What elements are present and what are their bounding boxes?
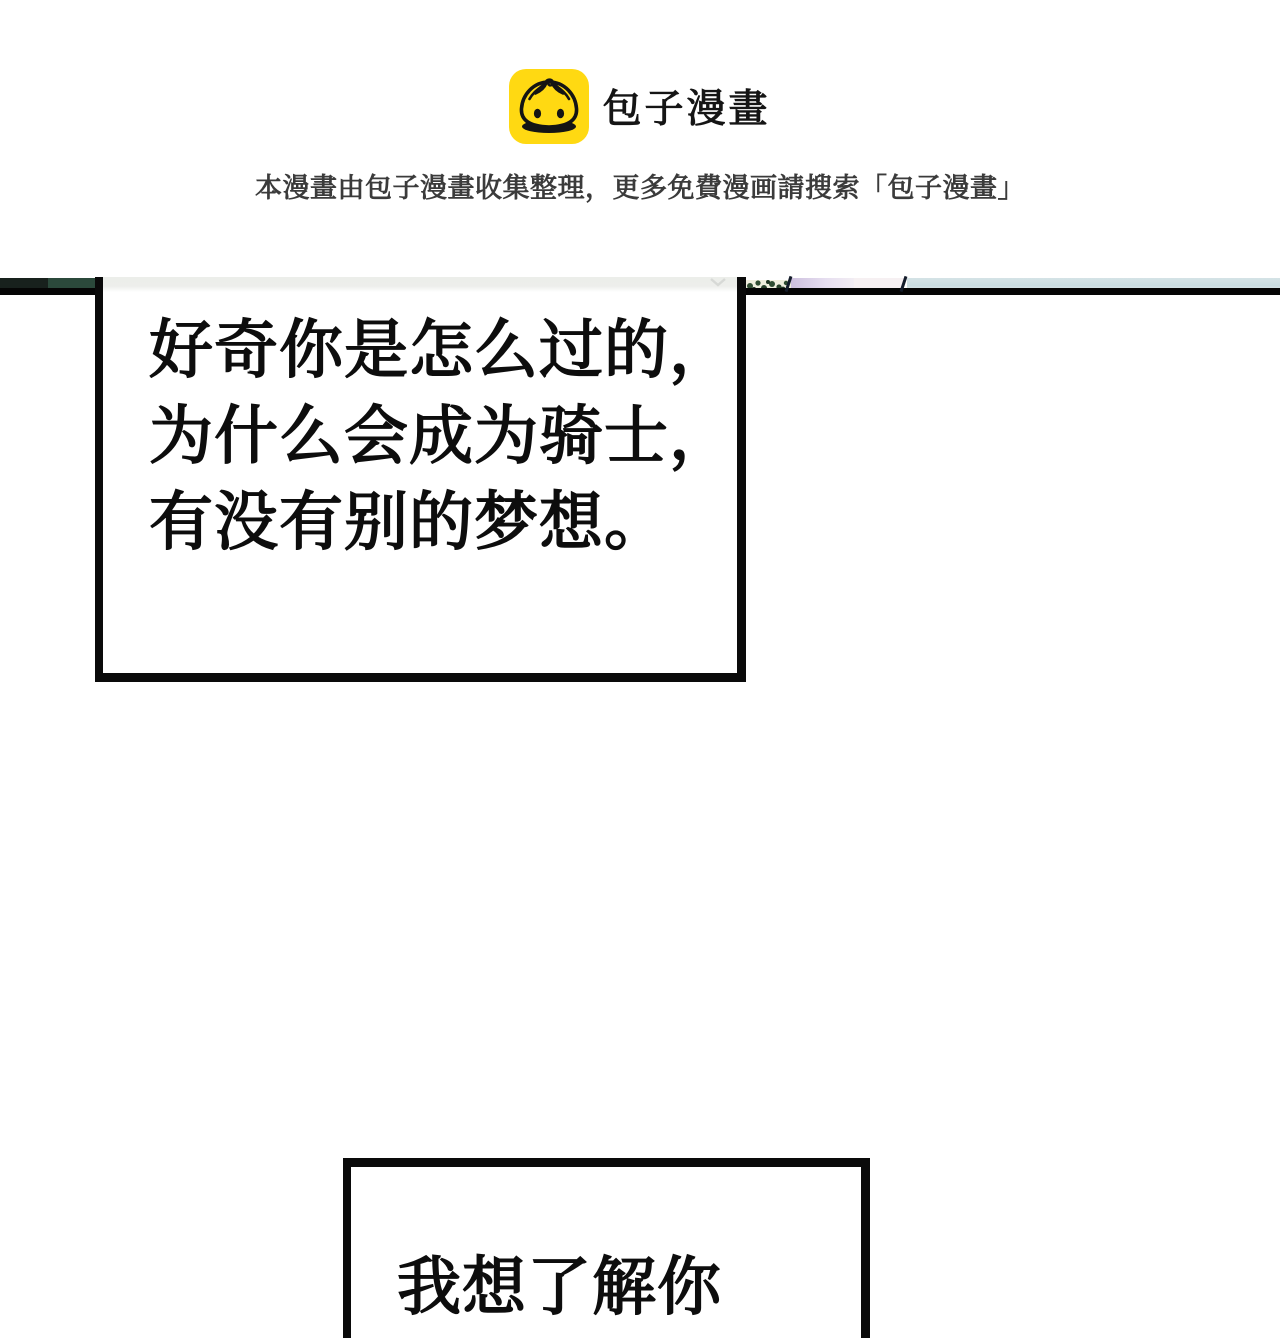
dialogue-line: 为什么会成为骑士， <box>149 400 734 472</box>
speech-bubble-2 <box>343 1158 870 1338</box>
dialogue-line: 好奇你是怎么过的， <box>149 314 734 386</box>
chevron-down-icon <box>710 278 726 287</box>
dialogue-text-2: 我想了解你 <box>397 1251 722 1323</box>
baozi-logo-icon <box>509 69 589 144</box>
brand-header <box>0 68 1280 144</box>
bubble-shading <box>103 277 737 292</box>
dialogue-line: 有没有别的梦想。 <box>149 486 669 558</box>
brand-name: 包子漫畫 <box>602 88 771 131</box>
watermark-notice: 本漫畫由包子漫畫收集整理，更多免費漫画請搜索「包子漫畫」 <box>255 173 1025 203</box>
speech-bubble-1 <box>95 277 746 682</box>
dialogue-text-1 <box>149 307 734 565</box>
